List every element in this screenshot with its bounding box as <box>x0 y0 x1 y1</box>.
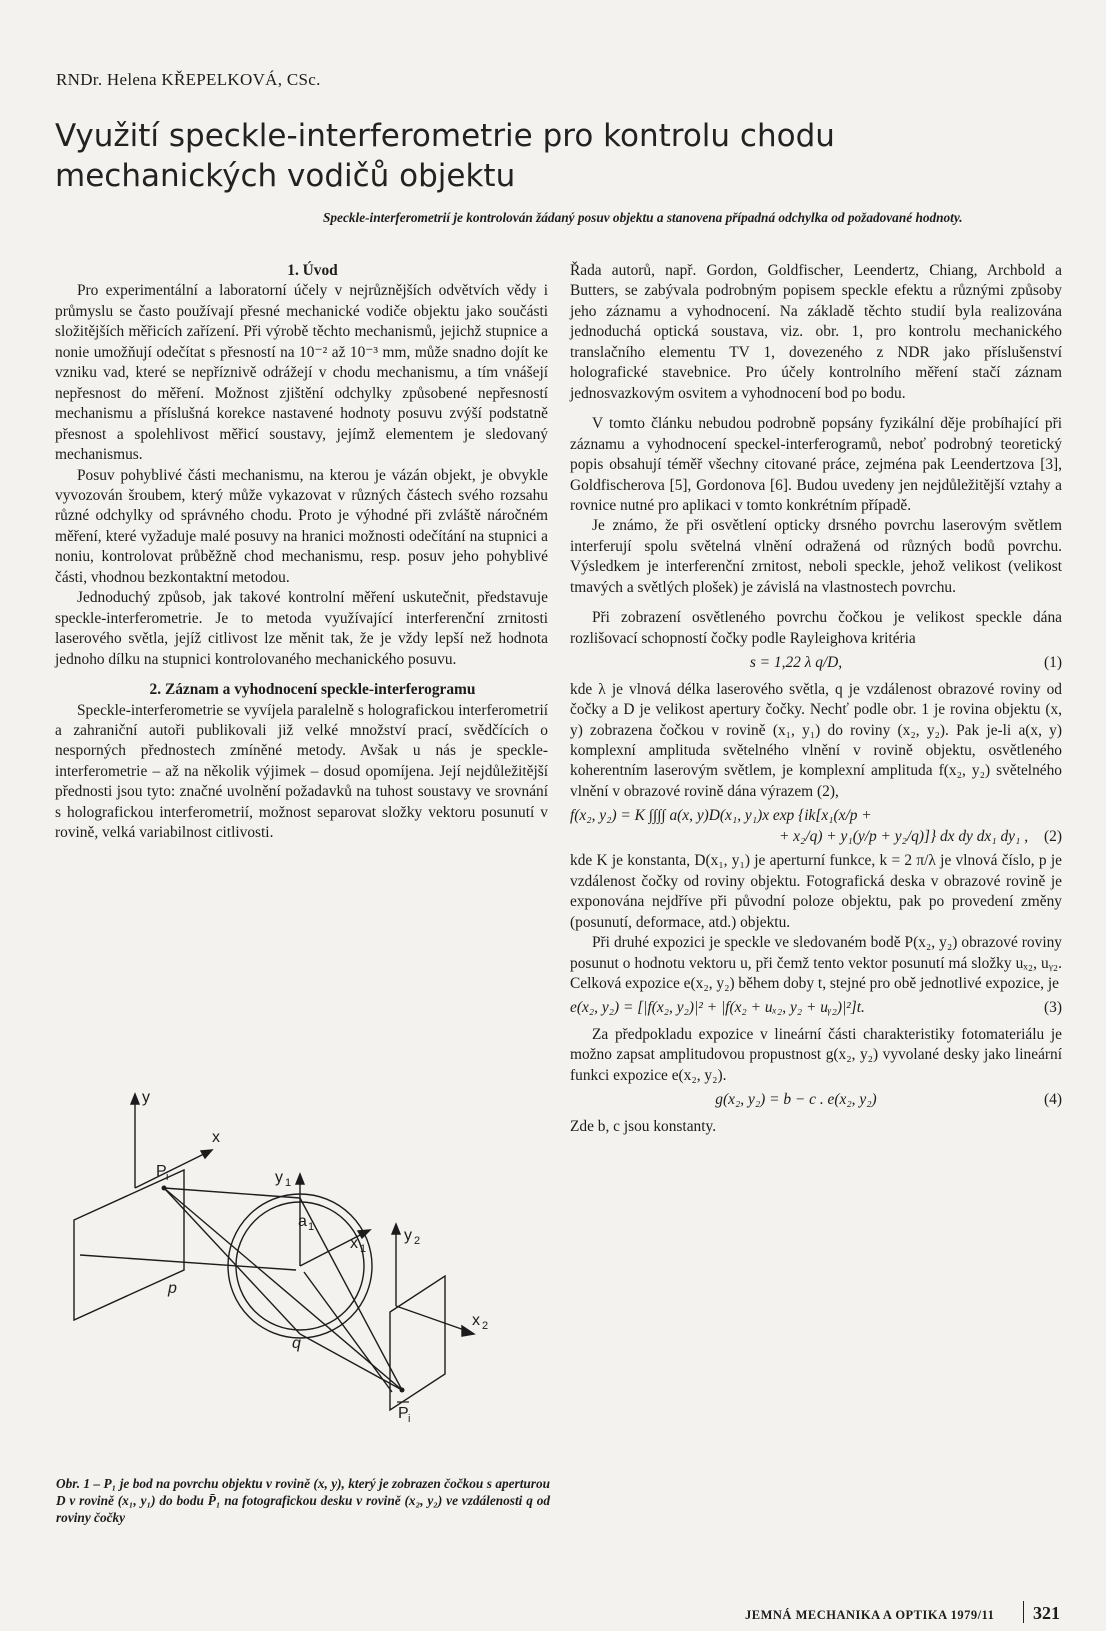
equation-4 <box>570 1090 1062 1110</box>
label-pi-sub: i <box>166 1171 169 1183</box>
figure-caption: Obr. 1 – P₁ je bod na povrchu objektu v rovině (x, y), který je zobrazen čočkou s aperturou D v rovině (x₁, y₁) do bodu P̄₁ na fotografickou desku v rovině (x₂, y₂) ve vzdálenosti q od roviny čočky <box>56 1476 550 1525</box>
equation-3 <box>570 998 1062 1018</box>
figure-1 <box>60 1080 550 1450</box>
ray <box>164 1188 402 1390</box>
left-column <box>55 261 548 844</box>
paragraph: Speckle-interferometrie se vyvíjela paralelně s holografickou interferometrií a zahraniční autoři publikovali již velké množství prací, svědčících o nesporných přednostech zmíněné metody. Avšak u nás je speckle-interferometrie – až na několik výjimek – dosud opomíjena. Její nejdůležitější přednosti jsou tyto: značné uvolnění požadavků na tuhost soustavy ve srovnání s holografickou interferometrií, možnost separovat složky vektoru posunutí v rovině, velká variabilnost citlivosti. <box>55 701 548 842</box>
paragraph: Řada autorů, např. Gordon, Goldfischer, Leendertz, Chiang, Archbold a Butters, se zabývala podrobným popisem speckle efektu a různými způsoby jeho záznamu a vyhodnocení. Na základě těchto studií byla realizována jednoduchá optická soustava, viz. obr. 1, pro kontrolu mechanického translačního elementu TV 1, dovezeného z NDR jako příslušenství holografické stavebnice. Pro účely kontrolního měření stačí záznam jednosvazkovým osvitem a vyhodnocení bod po bodu. <box>570 262 1062 402</box>
journal-footer: JEMNÁ MECHANIKA A OPTIKA 1979/11 <box>745 1608 995 1622</box>
equation-body: s = 1,22 λ q/D, <box>749 654 843 672</box>
label-y1: y <box>275 1169 283 1186</box>
x-axis <box>135 1152 208 1188</box>
paragraph: Posuv pohyblivé části mechanismu, na kterou je vázán objekt, je obvykle vyvozován šroubem, který může vykazovat v různých částech svého rozsahu různé odchylky od správného chodu. Proto je výhodné při zvláště náročném měření, které vyžaduje malé posuvy na hranici možnosti odečítání na stupnici a noniu, kontrolovat průběžně chod mechanismu, resp. posuv jeho pohyblivé části, vhodnou bezkontaktní metodou. <box>55 466 548 586</box>
paragraph: V tomto článku nebudou podrobně popsány fyzikální děje probíhající při záznamu a vyhodnocení speckel-interferogramů, neboť podrobný teoretický popis obsahují téměř všechny citované práce, zejména pak Leendertzova [3], Goldfischerova [5], Gordonova [6]. Budou uvedeny jen nejdůležitější vztahy a rovnice nutné pro aplikaci v tomto konkrétním případě. <box>570 415 1062 514</box>
page-number: 321 <box>1033 1603 1060 1623</box>
label-x1: x <box>350 1235 358 1252</box>
equation-number: (2) <box>1044 827 1062 845</box>
label-y2: y <box>404 1227 412 1244</box>
abstract: Speckle-interferometrií je kontrolován žádaný posuv objektu a stanovena případná odchylka od požadované hodnoty. <box>323 210 963 225</box>
equation-body: e(x₂, y₂) = [|f(x₂, y₂)|² + |f(x₂ + uₓ₂, y₂ + uᵧ₂)|²]t. <box>570 999 865 1017</box>
equation-1 <box>570 653 1062 673</box>
x2-axis <box>396 1306 470 1332</box>
equation-number: (4) <box>1044 1091 1062 1109</box>
right-column <box>570 261 1062 1137</box>
paragraph: Při zobrazení osvětleného povrchu čočkou je velikost speckle dána rozlišovací schopností čočky podle Rayleighova kritéria <box>570 609 1062 647</box>
equation-number: (1) <box>1044 654 1062 672</box>
paragraph: kde K je konstanta, D(x₁, y₁) je aperturní funkce, k = 2 π/λ je vlnová číslo, p je vzdálenost čočky od roviny objektu. Fotografická deska v obrazové rovině je exponována nejdříve při původní poloze objektu, pak po provedení změny (posunutí, deformace, atd.) objektu. <box>570 852 1062 931</box>
optical-setup-diagram <box>60 1080 550 1450</box>
paragraph: Za předpokladu expozice v lineární části charakteristiky fotomateriálu je možno zapsat amplitudovou propustnost g(x₂, y₂) vyvolané desky jako lineární funkci expozice e(x₂, y₂). <box>570 1025 1062 1084</box>
section-2-heading: 2. Záznam a vyhodnocení speckle-interferogramu <box>149 681 476 699</box>
label-x: x <box>212 1129 220 1146</box>
label-q: q <box>292 1335 301 1352</box>
label-x1-sub: 1 <box>360 1243 367 1255</box>
label-pi: P <box>156 1163 167 1180</box>
article-title: Využití speckle-interferometrie pro kontrolu chodu mechanických vodičů objektu <box>55 118 835 194</box>
equation-line-2 <box>570 827 1062 847</box>
p-distance <box>80 1255 296 1270</box>
label-y2-sub: 2 <box>414 1235 421 1247</box>
equation-line: + x₂/q) + y₁(y/p + y₂/q)]} dx dy dx₁ dy₁ , <box>778 827 1029 845</box>
equation-number: (3) <box>1044 999 1062 1017</box>
paragraph: Zde b, c jsou konstanty. <box>570 1117 717 1135</box>
equation-2 <box>570 806 1062 847</box>
q-distance <box>304 1272 392 1392</box>
point-pi-bar <box>400 1388 405 1393</box>
section-1-heading: 1. Úvod <box>287 262 338 279</box>
equation-body: g(x₂, y₂) = b − c . e(x₂, y₂) <box>715 1091 877 1109</box>
label-pi-bar-sub: i <box>408 1413 411 1425</box>
image-plane <box>390 1276 445 1410</box>
paragraph: Pro experimentální a laboratorní účely v nejrůznějších odvětvích vědy i průmyslu se často používají přesné mechanické vodiče objektu jako součásti složitějších měřicích zařízení. Při výrobě těchto mechanismů, jejichž stupnice a nonie umožňují odečítat s přesností na 10⁻² až 10⁻³ mm, může snadno dojít ke vzniku vad, které se nepříznivě odrážejí v chodu mechanismu, a tím vnášejí nepřesnost do měření. Možnost zjištění odchylky způsobené nepřesností mechanismu a příslušná korekce nastavené hodnoty posuvu zvýší podstatně přesnost a spolehlivost měřicí soustavy, jejímž elementem je sledovaný mechanismus. <box>55 282 548 464</box>
paragraph: Jednoduchý způsob, jak takové kontrolní měření uskutečnit, představuje speckle-interferometrie. Je to metoda využívající interferenční zrnitosti laserového světla, jejíž citlivost lze měnit tak, že je vždy lepší než hodnota jednoho dílku na stupnici kontrolovaného mechanického posuvu. <box>55 589 548 668</box>
label-a1-sub: 1 <box>308 1221 315 1233</box>
point-pi <box>162 1186 167 1191</box>
paragraph: Při druhé expozici je speckle ve sledovaném bodě P(x₂, y₂) obrazové roviny posunut o hodnotu vektoru u, při čemž tento vektor posunutí má složky uₓ₂, uᵧ₂. Celková expozice e(x₂, y₂) během doby t, stejné pro obě jednotlivé expozice, je <box>570 934 1062 992</box>
equation-line: f(x₂, y₂) = K ∫∫∫∫ a(x, y)D(x₁, y₁)x exp {ik[x₁(x/p + <box>570 807 872 825</box>
label-y: y <box>142 1089 150 1106</box>
paragraph: Je známo, že při osvětlení opticky drsného povrchu laserovým světlem interferují spolu světelná vlnění odražená od různých bodů povrchu. Výsledkem je interferenční zrnitost, neboli speckle, jehož velikost (velikost tmavých a světlých plošek) je závislá na vlastnostech povrchu. <box>570 517 1062 596</box>
label-x2: x <box>472 1312 480 1329</box>
paragraph: kde λ je vlnová délka laserového světla, q je vzdálenost obrazové roviny od čočky a D je velikost apertury čočky. Nechť podle obr. 1 je rovina objektu (x, y) zobrazena čočkou v rovině (x₁, y₁) do roviny (x₂, y₂). Pak je-li a(x, y) komplexní amplituda světelného vlnění v rovině objektu, osvětleného koherentním laserovým světlem, je komplexní amplituda f(x₂, y₂) světelného vlnění v obrazové rovině dána výrazem (2), <box>570 680 1062 800</box>
label-y1-sub: 1 <box>285 1177 292 1189</box>
page-number-separator <box>1023 1601 1024 1623</box>
label-pi-bar: P <box>398 1405 409 1422</box>
label-p: p <box>168 1280 177 1297</box>
label-x2-sub: 2 <box>482 1320 489 1332</box>
author-line: RNDr. Helena KŘEPELKOVÁ, CSc. <box>56 70 321 89</box>
label-a1: a <box>298 1213 307 1230</box>
